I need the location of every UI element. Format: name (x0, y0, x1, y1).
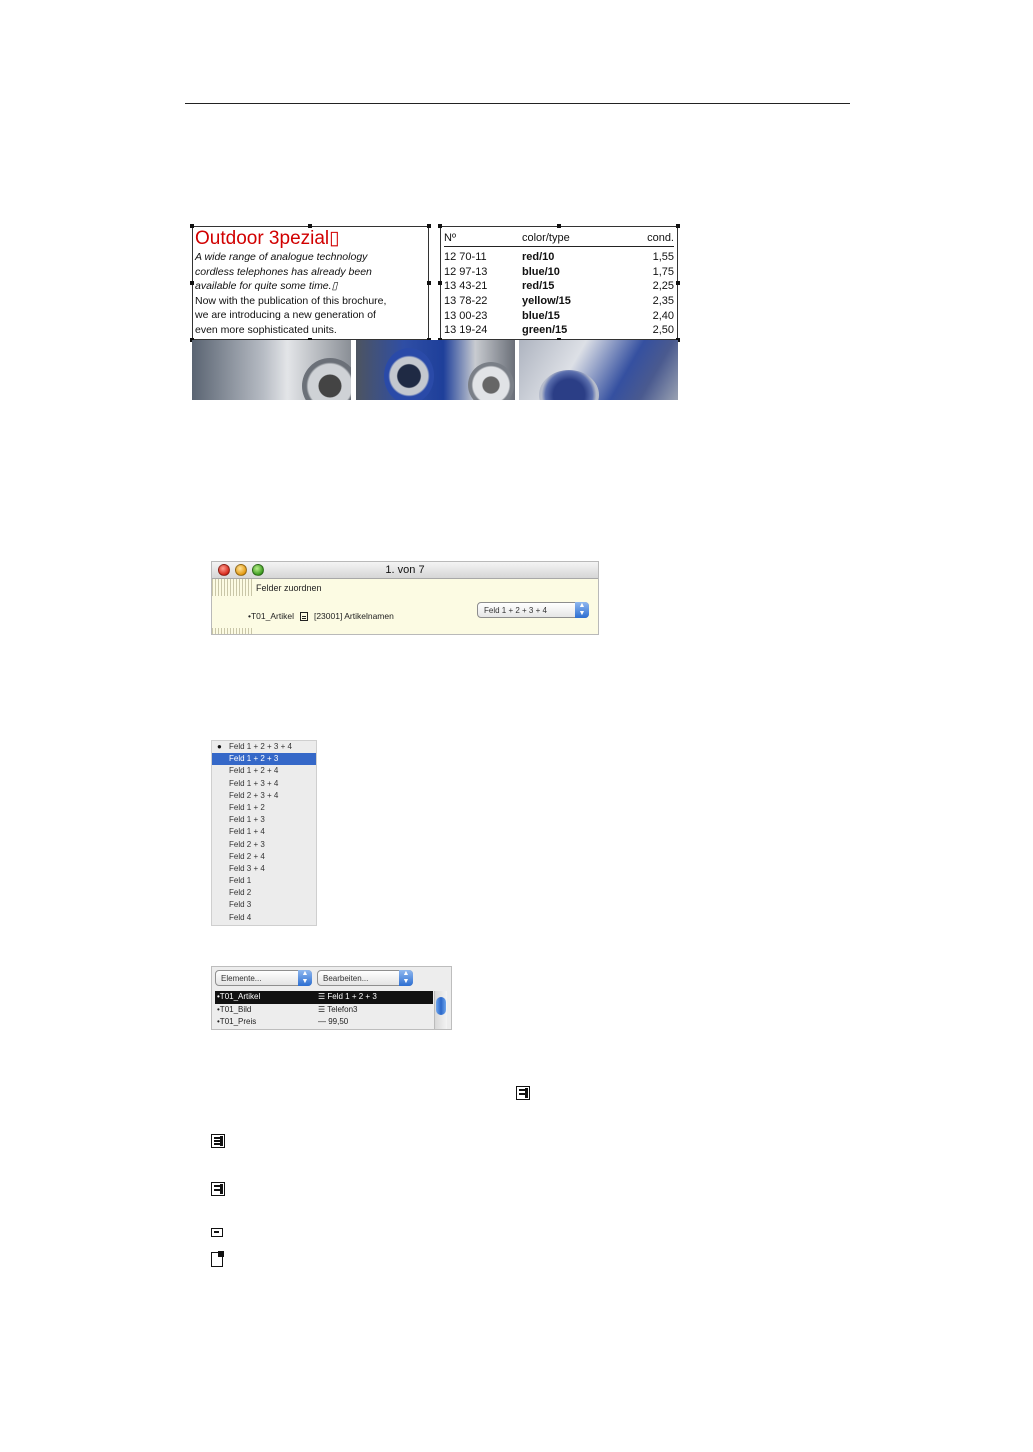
header-cond: cond. (647, 232, 674, 244)
cell-number: 12 70-11 (444, 251, 487, 264)
selection-handle[interactable] (308, 224, 312, 228)
list-item[interactable]: •T01_Bild ☰ Telefon3 (217, 1004, 358, 1014)
chevron-updown-icon: ▲ ▼ (298, 970, 312, 986)
cell-number: 13 19-24 (444, 324, 488, 337)
table-header (444, 230, 674, 247)
single-field-icon (211, 1228, 223, 1237)
table-row (444, 265, 674, 280)
select-value: Feld 1 + 2 + 3 + 4 (484, 606, 547, 615)
layout-mockup (190, 224, 682, 402)
table-row (444, 323, 674, 338)
menu-item[interactable]: Feld 4 (229, 912, 252, 922)
cell-number: 13 00-23 (444, 309, 488, 322)
header-number: Nº (444, 232, 456, 244)
menu-item[interactable]: Feld 3 + 4 (229, 863, 265, 873)
product-photo (356, 340, 515, 400)
table-row (444, 279, 674, 294)
top-rule (185, 103, 850, 104)
cell-cond: 2,50 (652, 324, 674, 337)
cell-cond: 2,40 (652, 309, 674, 322)
menu-item[interactable]: Feld 2 + 3 + 4 (229, 790, 279, 800)
text-field-icon (516, 1086, 530, 1100)
cell-number: 12 97-13 (444, 265, 488, 278)
field-combination-select[interactable] (477, 602, 589, 618)
header-color-type: color/type (522, 232, 570, 244)
menu-item[interactable]: Feld 2 + 4 (229, 851, 265, 861)
cell-color-type: red/10 (522, 251, 555, 264)
multiline-field-icon (211, 1134, 225, 1148)
cell-color-type: green/15 (522, 324, 568, 337)
selection-handle[interactable] (438, 224, 442, 228)
selection-handle[interactable] (438, 281, 442, 285)
edit-select[interactable]: Bearbeiten... ▲ ▼ (317, 970, 413, 986)
body-text: Now with the publication of this brochure, we are introducing a new generation of even more sophisticated units. (195, 294, 387, 336)
text-field-icon (211, 1182, 225, 1196)
menu-item[interactable]: Feld 1 + 2 + 3 (212, 753, 316, 765)
selection-handle[interactable] (427, 281, 431, 285)
field-combination-menu (211, 740, 317, 926)
menu-item[interactable]: Feld 1 + 4 (229, 827, 265, 837)
menu-item[interactable]: Feld 1 + 3 + 4 (229, 778, 279, 788)
cell-cond: 2,25 (652, 280, 674, 293)
list-item[interactable]: •T01_Preis — 99,50 (217, 1017, 349, 1026)
table-row (444, 308, 674, 323)
chevron-updown-icon: ▲ ▼ (575, 602, 589, 618)
elements-panel (211, 966, 452, 1030)
cell-color-type: yellow/15 (522, 295, 571, 308)
cell-color-type: red/15 (522, 280, 555, 293)
intro-text: A wide range of analogue technology cordless telephones has already been available for quite some time.▯ (195, 251, 372, 292)
selection-handle[interactable] (190, 281, 194, 285)
selection-handle[interactable] (676, 224, 680, 228)
cell-number: 13 43-21 (444, 280, 488, 293)
elements-select[interactable]: Elemente... ▲ ▼ (215, 970, 312, 986)
cell-cond: 1,55 (652, 251, 674, 264)
window-titlebar[interactable] (212, 562, 598, 579)
scrollbar[interactable] (434, 991, 447, 1030)
cell-number: 13 78-22 (444, 295, 488, 308)
list-item[interactable]: •T01_Artikel ☰ Feld 1 + 2 + 3 (215, 991, 433, 1004)
selection-handle[interactable] (427, 224, 431, 228)
fields-label: Felder zuordnen (256, 583, 322, 593)
menu-item[interactable]: Feld 1 + 3 (229, 815, 265, 825)
table-row (444, 294, 674, 309)
field-value: [23001] Artikelnamen (313, 611, 394, 621)
cell-cond: 1,75 (652, 265, 674, 278)
product-photo (192, 340, 351, 400)
window-title: 1. von 7 (385, 564, 425, 576)
menu-item[interactable]: Feld 1 (229, 876, 252, 886)
document-icon (211, 1252, 223, 1267)
table-row (444, 250, 674, 265)
menu-item[interactable]: Feld 3 (229, 900, 252, 910)
chevron-updown-icon: ▲ ▼ (399, 970, 413, 986)
text-frame[interactable] (192, 226, 429, 340)
menu-item[interactable]: Feld 1 + 2 + 4 (229, 766, 279, 776)
menu-item[interactable]: ● Feld 1 + 2 + 3 + 4 (212, 741, 316, 753)
ad-title: Outdoor 3pezial▯ (195, 228, 340, 249)
menu-item[interactable]: Feld 1 + 2 (229, 802, 265, 812)
checkmark-bullet-icon: ● (217, 742, 222, 751)
menu-item[interactable]: Feld 2 + 3 (229, 839, 265, 849)
menu-item[interactable]: Feld 2 (229, 888, 252, 898)
cell-cond: 2,35 (652, 295, 674, 308)
field-row (248, 611, 394, 621)
field-mapping-window (211, 561, 599, 635)
selection-handle[interactable] (676, 281, 680, 285)
price-table[interactable] (440, 226, 678, 340)
cell-color-type: blue/15 (522, 309, 560, 322)
scroll-thumb[interactable] (436, 997, 446, 1015)
product-photo (519, 340, 678, 400)
selection-handle[interactable] (557, 224, 561, 228)
selection-handle[interactable] (190, 224, 194, 228)
cell-color-type: blue/10 (522, 265, 560, 278)
field-name: •T01_Artikel (248, 611, 294, 621)
elements-list (215, 991, 433, 1029)
field-icon (300, 612, 308, 621)
